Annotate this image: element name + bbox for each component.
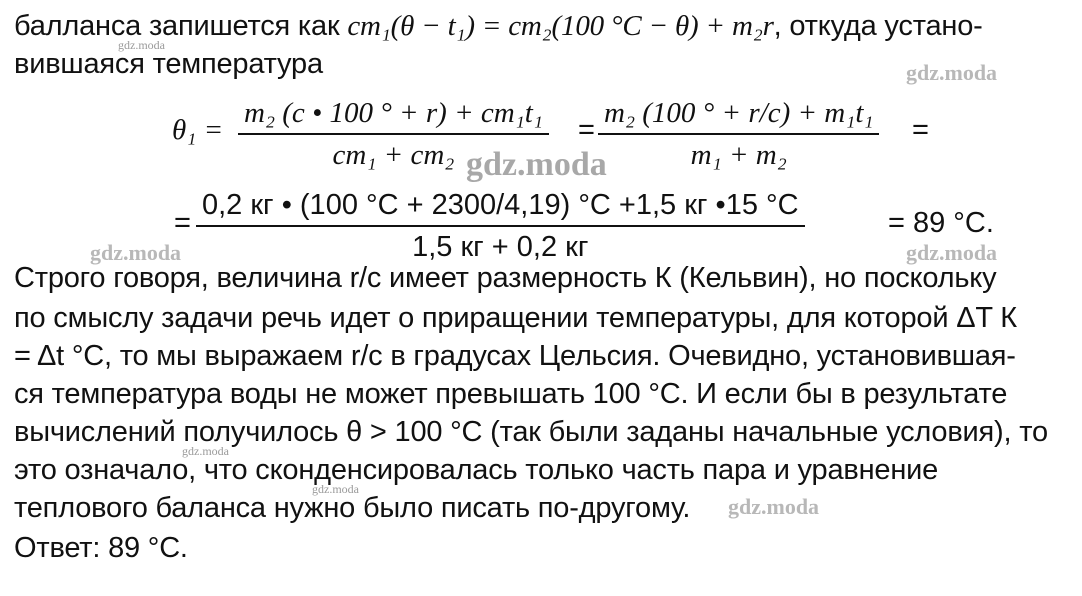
body-line-4: ся температура воды не может превышать 100 °C. И если бы в результате bbox=[14, 378, 1008, 410]
watermark-center: gdz.moda bbox=[466, 146, 607, 183]
fraction-3-denominator: 1,5 кг + 0,2 кг bbox=[412, 231, 589, 263]
body-line-2: по смыслу задачи речь идет о приращении температуры, для которой ΔT К bbox=[14, 302, 1017, 334]
fraction-2 bbox=[598, 96, 879, 172]
intro-line-2: вившаяся температура bbox=[14, 48, 323, 80]
watermark-bottom: gdz.moda bbox=[728, 494, 820, 519]
fraction-2-denominator: m₁ + m₂ bbox=[690, 139, 787, 171]
watermark-left: gdz.moda bbox=[90, 240, 182, 265]
theta-lhs: θ₁ = bbox=[172, 114, 224, 146]
intro-text-suffix: , откуда устано- bbox=[773, 10, 983, 42]
equals-sign-end: = bbox=[912, 114, 929, 146]
result-value: = 89 °C. bbox=[888, 207, 994, 239]
watermark-right: gdz.moda bbox=[906, 240, 998, 265]
watermark-tiny-2: gdz.moda bbox=[182, 444, 229, 458]
equals-sign: = bbox=[578, 114, 595, 146]
fraction-1-denominator: cm₁ + cm₂ bbox=[332, 139, 455, 171]
fraction-2-numerator: m₂ (100 ° + r/c) + m₁t₁ bbox=[598, 96, 879, 135]
fraction-3 bbox=[196, 188, 805, 264]
answer-line: Ответ: 89 °C. bbox=[14, 532, 188, 564]
fraction-3-numerator: 0,2 кг • (100 °C + 2300/4,19) °C +1,5 кг •15 °C bbox=[196, 188, 805, 227]
body-line-5: вычислений получилось θ > 100 °C (так были заданы начальные условия), то bbox=[14, 416, 1048, 448]
fraction-1-numerator: m₂ (c • 100 ° + r) + cm₁t₁ bbox=[238, 96, 549, 135]
body-line-1: Строго говоря, величина r/c имеет размерность К (Кельвин), но поскольку bbox=[14, 262, 997, 294]
intro-text-prefix: балланса запишется как bbox=[14, 10, 348, 42]
watermark-tiny-3: gdz.moda bbox=[312, 482, 359, 496]
watermark-tiny-1: gdz.moda bbox=[118, 38, 165, 52]
body-line-7: теплового баланса нужно было писать по-другому. bbox=[14, 492, 691, 524]
body-line-6: это означало, что сконденсировалась только часть пара и уравнение bbox=[14, 454, 939, 486]
body-line-3: = Δt °C, то мы выражаем r/c в градусах Цельсия. Очевидно, установившая- bbox=[14, 340, 1016, 372]
watermark-top-right: gdz.moda bbox=[906, 60, 998, 85]
equals-sign-2: = bbox=[174, 207, 191, 239]
heat-balance-formula: cm₁(θ − t₁) = cm₂(100 °C − θ) + m₂r bbox=[347, 10, 774, 42]
